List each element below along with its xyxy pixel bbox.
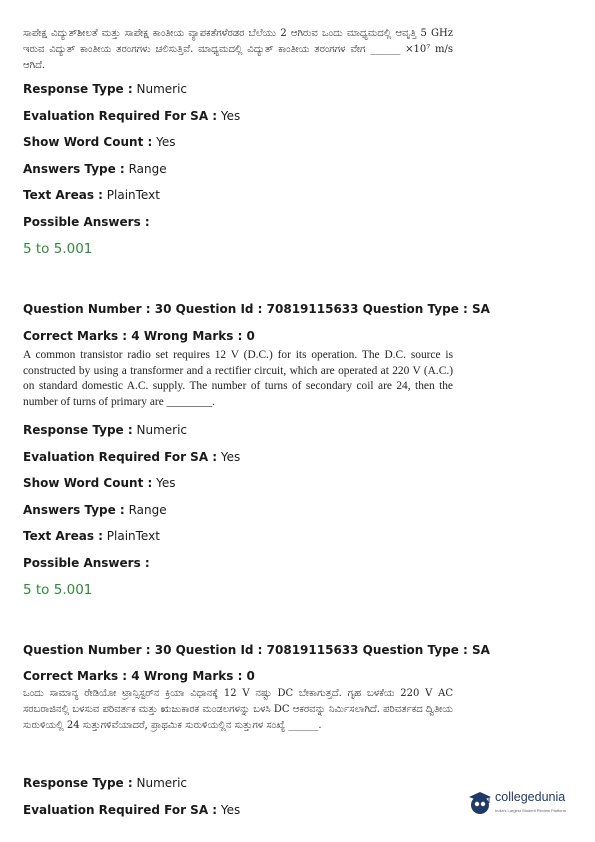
graduation-cap-icon [467,790,493,816]
answers-type-row: Answers Type : Range [23,162,167,176]
possible-answers-label: Possible Answers : [23,215,150,229]
evaluation-row: Evaluation Required For SA : Yes [23,450,241,464]
possible-answer-value: 5 to 5.001 [23,241,93,257]
question-text-kannada [23,26,453,74]
text-areas-row: Text Areas : PlainText [23,529,160,543]
word-count-row: Show Word Count : Yes [23,476,176,490]
response-type-row: Response Type : Numeric [23,423,188,437]
question-text: ಒಂದು ಸಾಮಾನ್ಯ ರೇಡಿಯೋ ಟ್ರಾನ್ಸಿಸ್ಟರ್‌ನ ಕ್ರಿಯಾ ವಿಧಾನಕ್ಕೆ 12 V ನಷ್ಟು DC ಬೇಕಾಗುತ್ತದೆ. ಗೃಹ ಬಳಕೆಯ 220 V AC ಸರಬರಾಜಿನಲ್ಲಿ ಬಳಸುವ ಪರಿವರ್ತಕ ಮತ್ತು ಋಜುಕಾರಕ ಮಂಡಲಗಳನ್ನು ಬಳಸಿ DC ಆಕರವನ್ನು ನಿರ್ಮಿಸಲಾಗಿದೆ. ಪರಿವರ್ತಕದ ದ್ವಿತೀಯ ಸುರುಳಿಯಲ್ಲಿ 24 ಸುತ್ತುಗಳಿವೆಯಾದರೆ, ಪ್ರಾಥಮಿಕ ಸುರುಳಿಯಲ್ಲಿನ ಸುತ್ತುಗಳ ಸಂಖ್ಯೆ ______. [23,688,454,731]
marks-row: Correct Marks : 4 Wrong Marks : 0 [23,329,255,343]
response-type-row: Response Type : Numeric [23,776,188,790]
logo-tagline: India's Largest Student Review Platform [495,808,567,813]
answers-type-row: Answers Type : Range [23,503,167,517]
question-text-kannada [23,686,453,734]
question-text-english [23,348,453,410]
question-header: Question Number : 30 Question Id : 70819115633 Question Type : SA [23,643,490,657]
response-type-row: Response Type : Numeric [23,82,188,96]
text-areas-row: Text Areas : PlainText [23,188,160,202]
logo-wordmark: collegedunia [495,790,566,804]
possible-answer-value: 5 to 5.001 [23,582,93,598]
evaluation-row: Evaluation Required For SA : Yes [23,803,241,817]
question-text: ಸಾಪೇಕ್ಷ ವಿದ್ಯುತ್‌ಶೀಲತೆ ಮತ್ತು ಸಾಪೇಕ್ಷ ಕಾಂತೀಯ ವ್ಯಾಪಕತೆಗಳೆರಡರ ಬೆಲೆಯು 2 ಆಗಿರುವ ಒಂದು ಮಾಧ್ಯಮದಲ್ಲಿ ಆವೃತ್ತಿ 5 GHz ಇರುವ ವಿದ್ಯುತ್ ಕಾಂತೀಯ ತರಂಗಗಳು ಚಲಿಸುತ್ತಿವೆ. ಮಾಧ್ಯಮದಲ್ಲಿ ವಿದ್ಯುತ್ ಕಾಂತೀಯ ತರಂಗಗಳ ವೇಗ ______ ×10⁷ m/s ಆಗಿದೆ. [23,28,453,71]
evaluation-row: Evaluation Required For SA : Yes [23,109,241,123]
question-header: Question Number : 30 Question Id : 70819115633 Question Type : SA [23,302,490,316]
marks-row: Correct Marks : 4 Wrong Marks : 0 [23,669,255,683]
possible-answers-label: Possible Answers : [23,556,150,570]
word-count-row: Show Word Count : Yes [23,135,176,149]
collegedunia-logo [467,788,579,820]
question-text: A common transistor radio set requires 12 V (D.C.) for its operation. The D.C. source is constructed by using a transformer and a rectifier circuit, which are operated at 220 V (A.C.) on standard domestic A.C. supply. The number of turns of secondary coil are 24, then the number of turns of primary are ________. [23,349,453,408]
